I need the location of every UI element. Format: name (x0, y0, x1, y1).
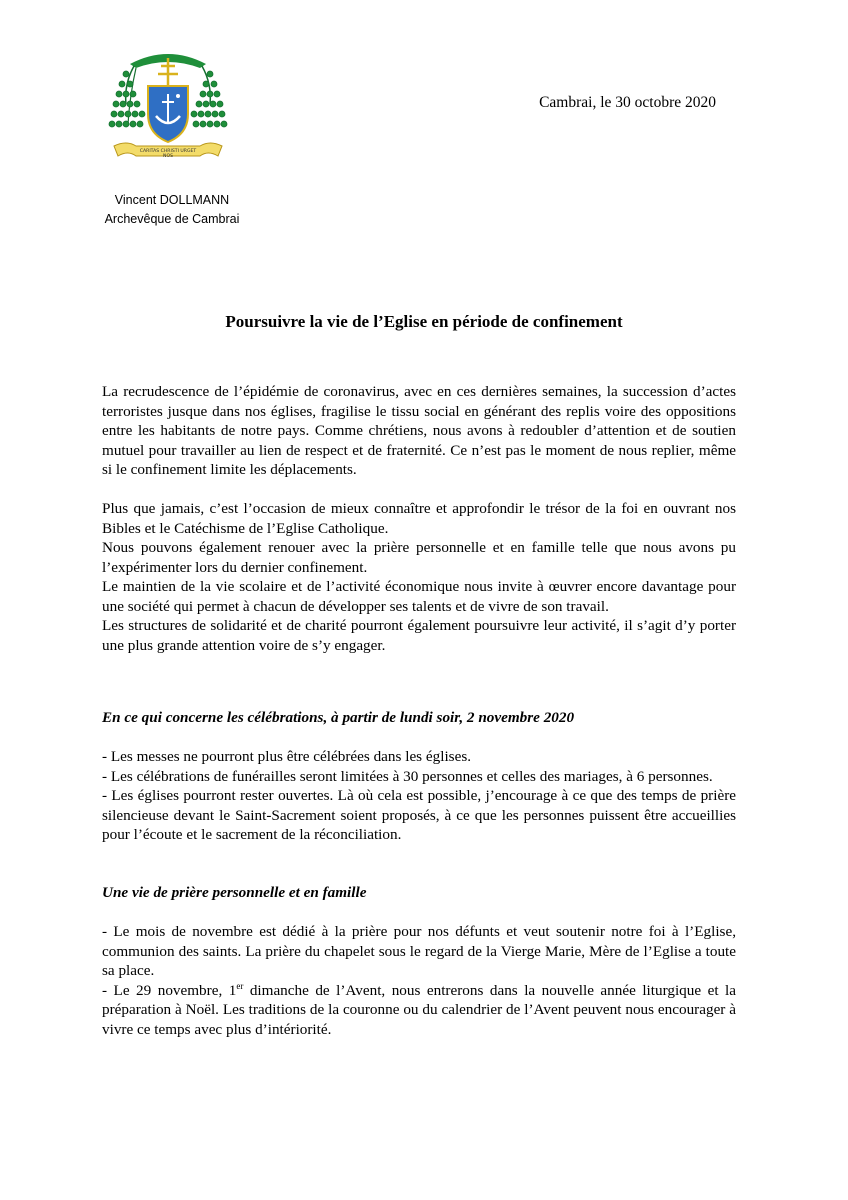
prayer-item-1: - Le mois de novembre est dédié à la prière pour nos défunts et veut soutenir notre foi à l’Eglise, communion des saints. La prière du chapelet sous le regard de la Vierge Marie, Mère de l’Eglise a toute sa place. (102, 923, 736, 979)
celebrations-heading: En ce qui concerne les célébrations, à partir de lundi soir, 2 novembre 2020 (102, 709, 575, 726)
paragraph-2: Plus que jamais, c’est l’occasion de mieux connaître et approfondir le trésor de la foi en ouvrant nos Bibles et le Catéchisme de l’Eglise Catholique. (102, 500, 736, 537)
prayer-section (102, 883, 736, 1039)
celebrations-item-2: - Les célébrations de funérailles seront limitées à 30 personnes et celles des mariages, à 6 personnes. (102, 767, 713, 785)
paragraph-4: Le maintien de la vie scolaire et de l’activité économique nous invite à œuvrer encore davantage pour une société qui permet à chacun de développer ses talents et de vivre de son travail. (102, 578, 736, 615)
celebrations-item-1: - Les messes ne pourront plus être célébrées dans les églises. (102, 748, 472, 765)
prayer-item-2-rest: dimanche de l’Avent, nous entrerons dans la nouvelle année liturgique et la préparation à Noël. Les traditions de la couronne ou du calendrier de l’Avent peuvent nous encourager à vivre ce temps avec plus d’intériorité. (102, 981, 736, 1038)
paragraph-1: La recrudescence de l’épidémie de coronavirus, avec en ces dernières semaines, la succession d’actes terroristes jusque dans nos églises, fragilise le tissu social en générant des replis voire des oppositions entre les habitants de notre pays. Comme chrétiens, nous avons à redoubler d’attention et de soutien mutuel pour travailler au lien de respect et de fraternité. Ce n’est pas le moment de nous replier, même si le confinement limite les déplacements. (102, 383, 736, 478)
place-date: Cambrai, le 30 octobre 2020 (539, 94, 716, 111)
paragraph-5: Les structures de solidarité et de charité pourront également poursuivre leur activité, il s’agit d’y porter une plus grande attention voire de s’y engager. (102, 617, 736, 654)
celebrations-item-3: - Les églises pourront rester ouvertes. Là où cela est possible, j’encourage à ce que des temps de prière silencieuse devant le Saint-Sacrement soient proposés, à ce que les personnes puissent être accueillies pour l’écoute et le sacrement de la réconciliation. (102, 787, 736, 843)
ordinal-suffix: er (236, 980, 244, 991)
prayer-item-2-start: - Le 29 novembre, 1 (102, 981, 237, 999)
prayer-heading: Une vie de prière personnelle et en famille (102, 884, 367, 901)
motto-text: CARITAS CHRISTI URGET NOS (139, 149, 197, 159)
paragraph-3: Nous pouvons également renouer avec la prière personnelle et en famille telle que nous avons pu l’expérimenter lors du dernier confinement. (102, 539, 736, 576)
intro-section (102, 382, 736, 655)
author-title: Archevêque de Cambrai (104, 212, 240, 226)
signature-block (92, 191, 252, 229)
page-title: Poursuivre la vie de l’Eglise en période de confinement (225, 312, 623, 331)
celebrations-section (102, 708, 736, 845)
author-name: Vincent DOLLMANN (114, 193, 230, 207)
prayer-item-2 (102, 981, 736, 1040)
